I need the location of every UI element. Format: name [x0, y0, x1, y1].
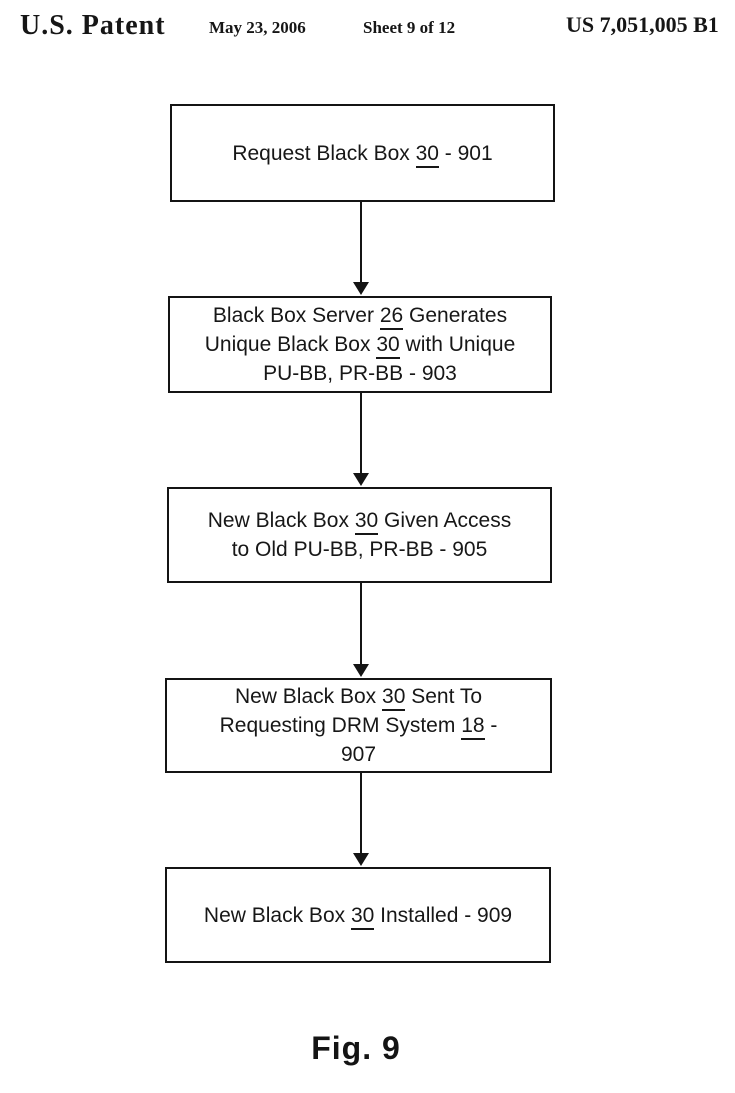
arrow-down-icon	[353, 473, 369, 486]
flow-box-text-line: New Black Box 30 Installed - 909	[204, 901, 512, 930]
reference-numeral: 30	[355, 509, 378, 535]
flow-box-text-line: 907	[340, 743, 377, 766]
flow-box-text-line: Request Black Box 30 - 901	[232, 139, 492, 168]
patent-date: May 23, 2006	[209, 18, 306, 37]
flow-box-905	[167, 487, 552, 583]
arrow-line	[360, 581, 362, 664]
reference-numeral: 30	[416, 142, 439, 168]
patent-title: U.S. Patent	[20, 10, 166, 41]
reference-numeral: 30	[351, 904, 374, 930]
flow-arrow-4	[353, 771, 369, 866]
patent-header	[0, 0, 735, 50]
arrow-line	[360, 771, 362, 853]
flow-box-907	[165, 678, 552, 773]
flow-box-903	[168, 296, 552, 393]
figure-caption: Fig. 9	[311, 1030, 401, 1066]
arrow-down-icon	[353, 282, 369, 295]
flow-box-text-line: New Black Box 30 Sent To	[235, 682, 482, 711]
reference-numeral: 18	[461, 714, 484, 740]
arrow-line	[360, 391, 362, 473]
reference-numeral: 26	[380, 304, 403, 330]
flow-box-909	[165, 867, 551, 963]
flow-arrow-3	[353, 581, 369, 677]
flow-box-text-line: Black Box Server 26 Generates	[213, 301, 507, 330]
flow-arrow-2	[353, 391, 369, 486]
flow-arrow-1	[353, 202, 369, 295]
flow-box-text-line: PU-BB, PR-BB - 903	[263, 362, 457, 385]
flow-box-901	[170, 104, 555, 202]
arrow-line	[360, 202, 362, 282]
reference-numeral: 30	[382, 685, 405, 711]
patent-number: US 7,051,005 B1	[566, 12, 719, 37]
flow-box-text-line: Unique Black Box 30 with Unique	[205, 330, 516, 359]
arrow-down-icon	[353, 853, 369, 866]
flow-box-text-line: Requesting DRM System 18 -	[220, 711, 498, 740]
arrow-down-icon	[353, 664, 369, 677]
reference-numeral: 30	[376, 333, 399, 359]
sheet-number: Sheet 9 of 12	[363, 18, 456, 37]
flow-box-text-line: New Black Box 30 Given Access	[208, 506, 511, 535]
flow-box-text-line: to Old PU-BB, PR-BB - 905	[231, 538, 488, 561]
